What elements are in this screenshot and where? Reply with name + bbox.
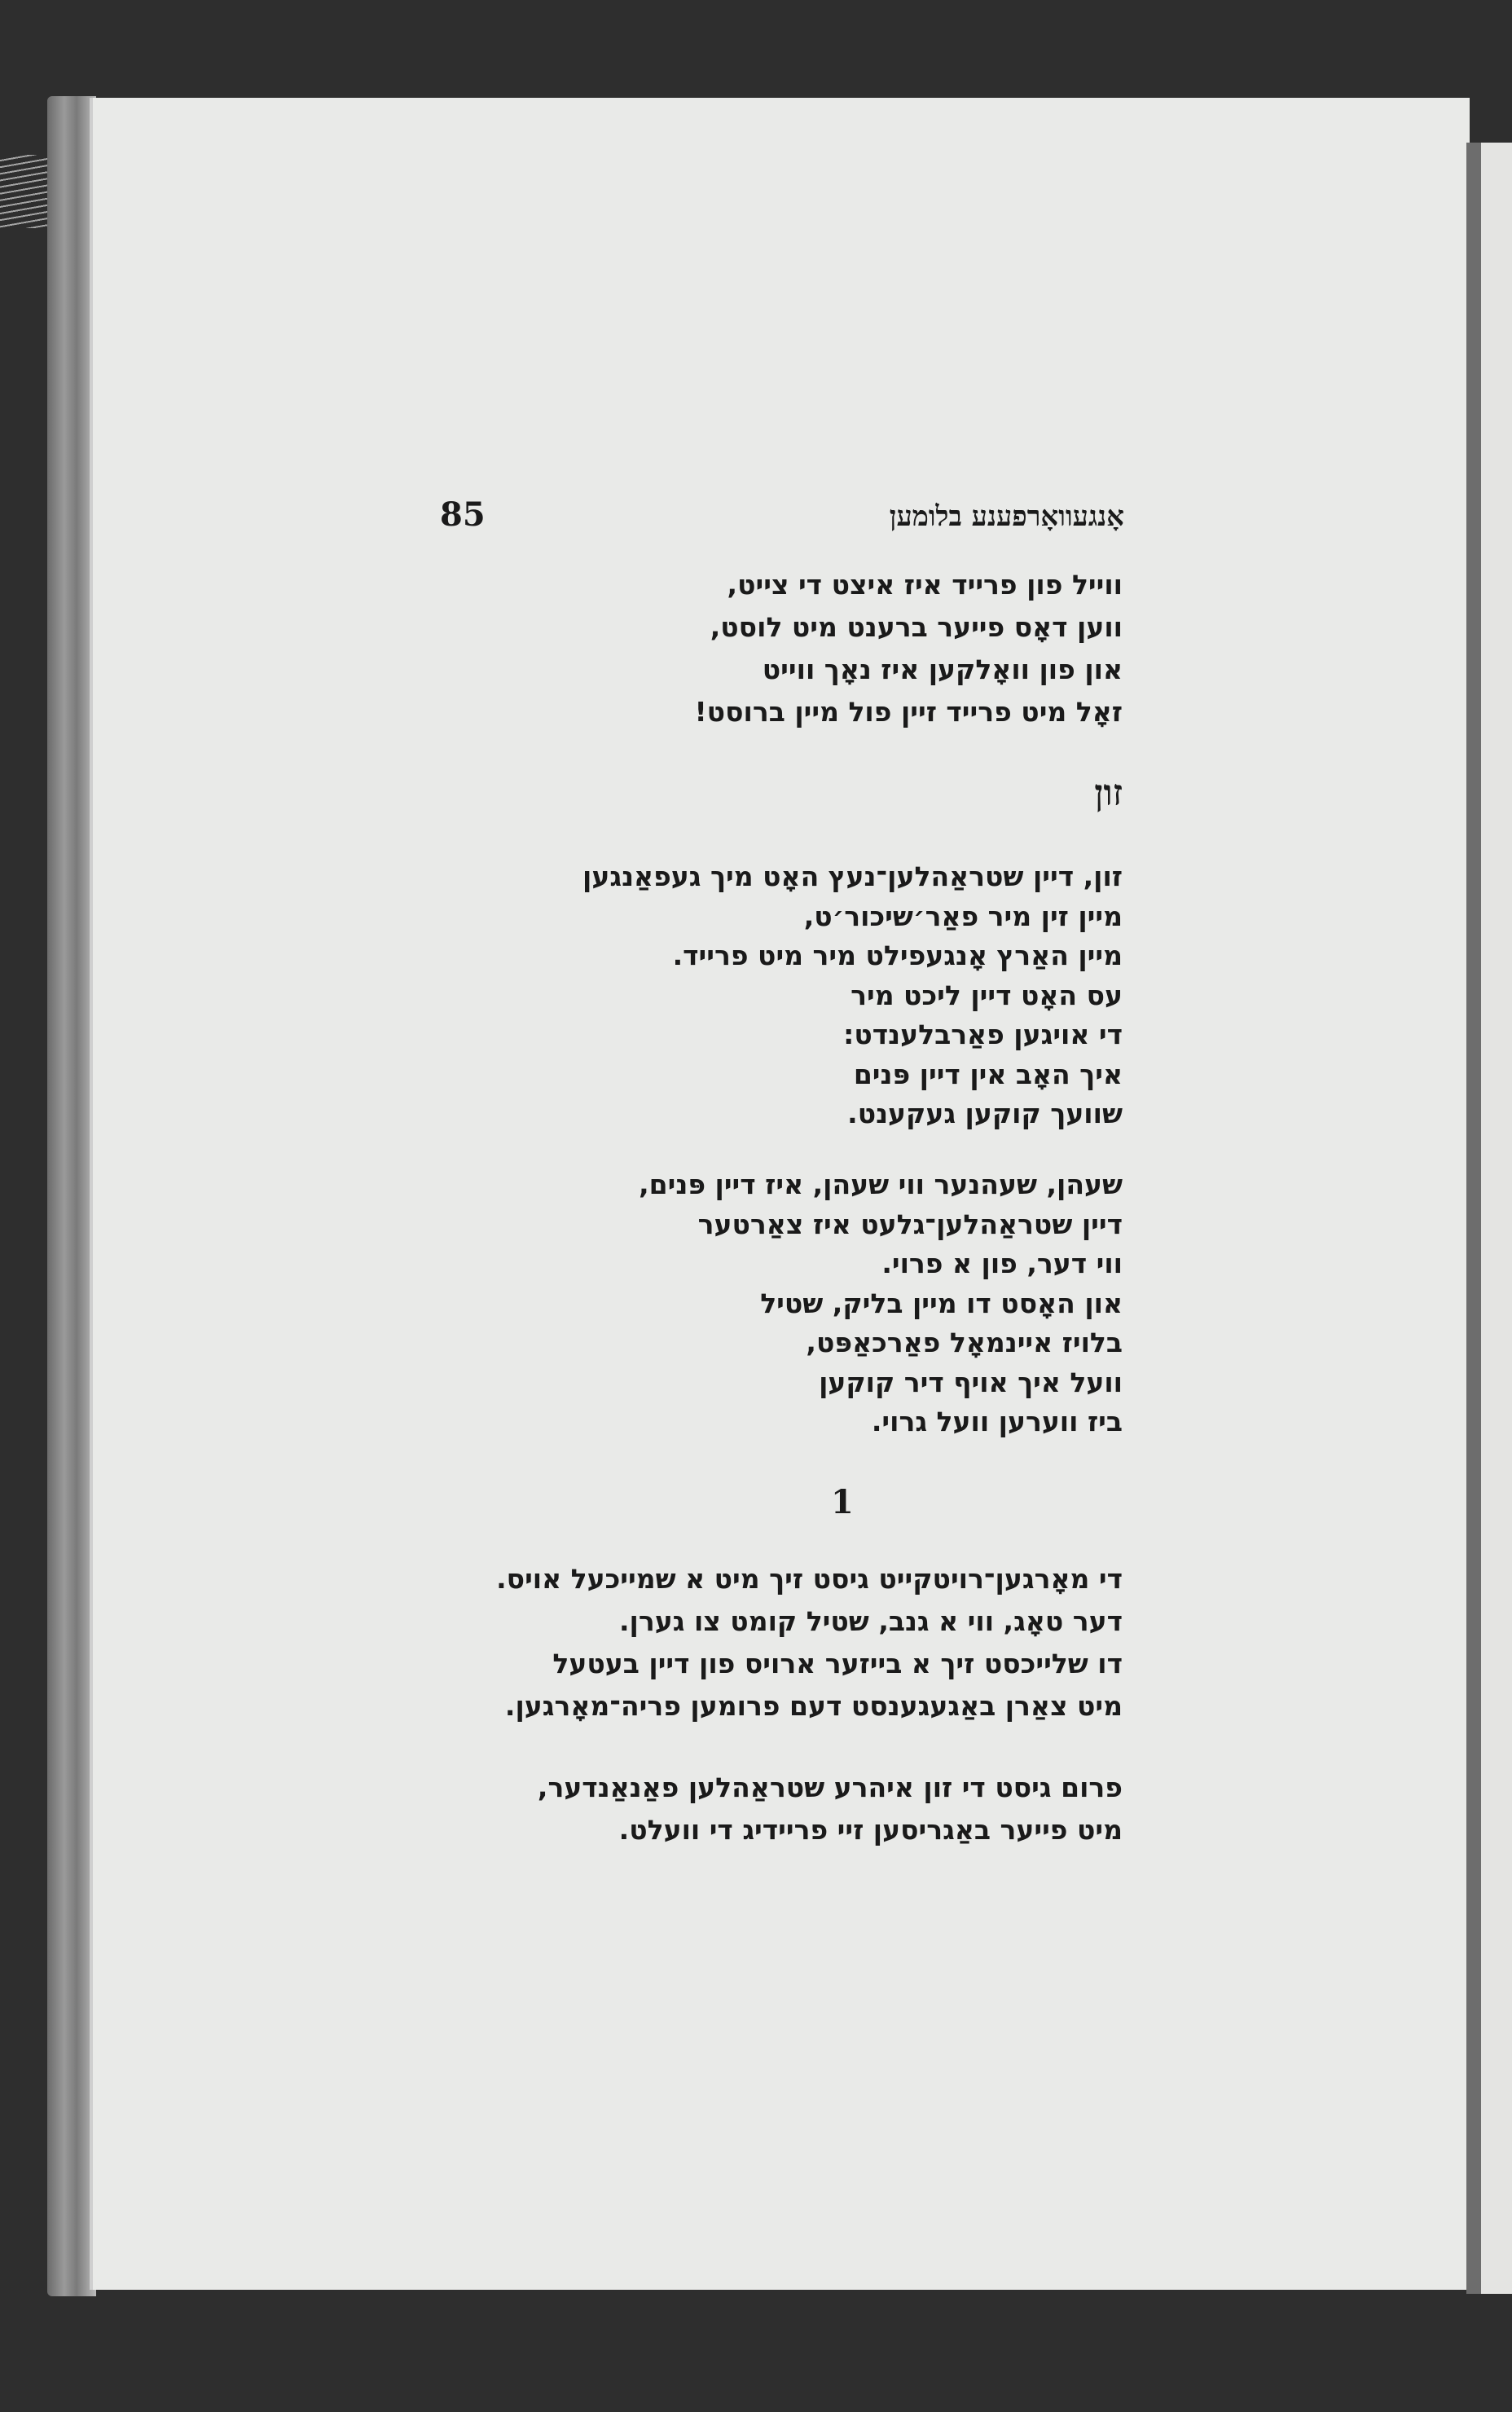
section-number: 1 — [831, 1483, 854, 1521]
verse-line: וועל איך אויף דיר קוקען — [819, 1366, 1123, 1398]
running-head — [440, 495, 1124, 534]
verse-line: און פון וואָלקען איז נאָך ווייט — [762, 654, 1123, 685]
verse-line: עס האָט דיין ליכט מיר — [850, 979, 1123, 1011]
verse-line: ביז ווערען וועל גרוי. — [871, 1406, 1123, 1437]
verse-line: ווייל פון פרייד איז איצט די צייט, — [727, 569, 1123, 601]
page-gutter-shadow — [1466, 143, 1481, 2294]
verse-line: די מאָרגען־רויטקייט גיסט זיך מיט א שמייכעל אויס. — [496, 1563, 1123, 1595]
verse-line: זון, דיין שטראַהלען־נעץ האָט מיך געפאַנגען — [582, 860, 1123, 892]
verse-line: מיין זין מיר פאַר׳שיכור׳ט, — [803, 900, 1123, 932]
verse-line: מיין האַרץ אָנגעפילט מיר מיט פרייד. — [672, 940, 1123, 971]
verse-line: דו שלייכסט זיך א בייזער ארויס פון דיין בעטעל — [552, 1648, 1123, 1679]
page-number: 85 — [440, 495, 486, 534]
book-spine-edge — [47, 96, 96, 2296]
verse-line: דער טאָג, ווי א גנב, שטיל קומט צו גערן. — [619, 1605, 1123, 1637]
verse-line: דיין שטראַהלען־גלעט איז צאַרטער — [697, 1208, 1123, 1240]
verse-line: בלויז איינמאָל פאַרכאַפּט, — [806, 1327, 1123, 1358]
verse-line: זאָל מיט פרייד זיין פול מיין ברוסט! — [694, 696, 1123, 728]
verse-line: שוועך קוקען געקענט. — [847, 1098, 1123, 1129]
verse-line: מיט פייער באַגריסען זיי פריידיג די וועלט. — [618, 1814, 1123, 1846]
section-1-stanza-b — [538, 1767, 1123, 1851]
verse-line: די אויגען פאַרבלענדט: — [843, 1019, 1123, 1050]
verse-line: ווען דאָס פייער ברענט מיט לוסט, — [710, 611, 1123, 643]
next-page-edge — [1481, 143, 1512, 2294]
verse-line: שעהן, שעהנער ווי שעהן, איז דיין פּנים, — [639, 1169, 1123, 1200]
poem-2-stanza-b — [639, 1165, 1123, 1442]
verse-line: מיט צאַרן באַגעגענסט דעם פרומען פריה־מאָרגען. — [504, 1690, 1123, 1722]
verse-line: ווי דער, פון א פרוי. — [881, 1248, 1123, 1279]
section-1-stanza-a — [496, 1558, 1123, 1728]
poem-title: זון — [1094, 772, 1123, 814]
poem-1-closing-stanza — [695, 564, 1123, 733]
verse-line: איך האָב אין דיין פּנים — [853, 1058, 1123, 1090]
running-title: אָנגעוואָרפענע בלומען — [889, 500, 1124, 533]
verse-line: און האָסט דו מיין בליק, שטיל — [760, 1287, 1123, 1319]
verse-line: פרום גיסט די זון איהרע שטראַהלען פאַנאַנדער, — [537, 1772, 1123, 1803]
poem-2-stanza-a — [582, 857, 1123, 1134]
